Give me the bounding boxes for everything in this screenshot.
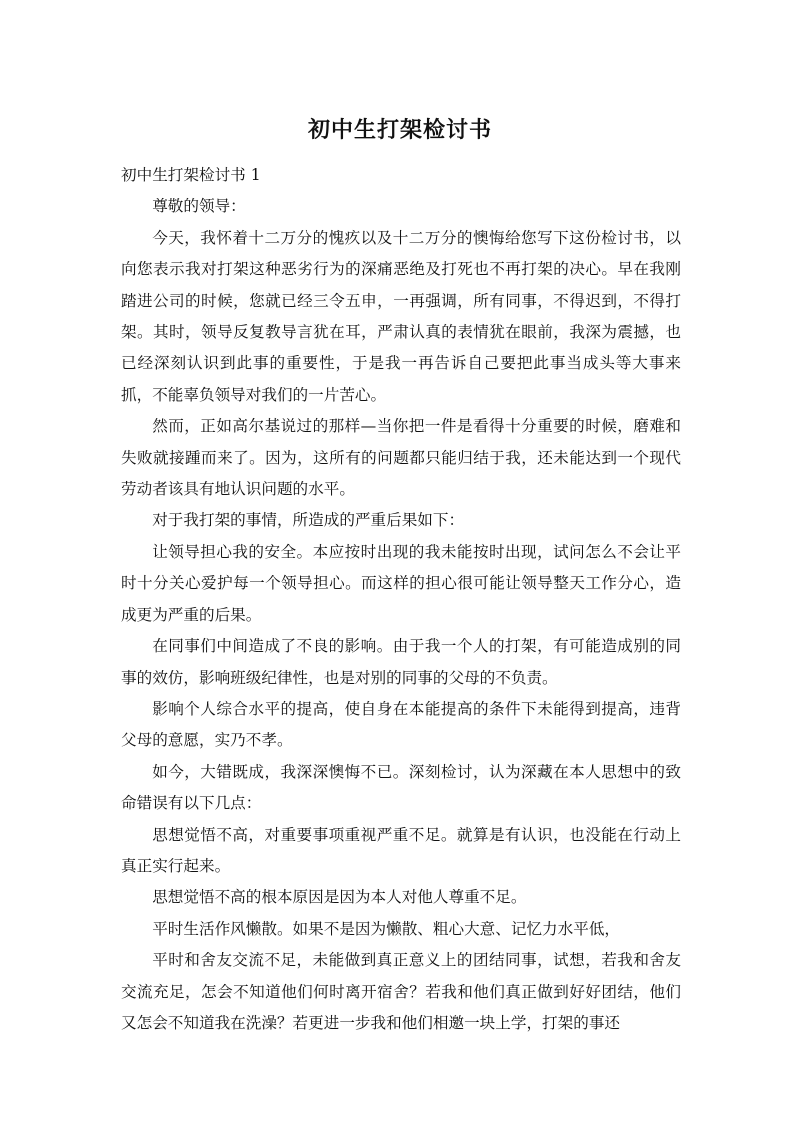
paragraph: 在同事们中间造成了不良的影响。由于我一个人的打架，有可能造成别的同事的效仿，影响班级纪律性，也是对别的同事的父母的不负责。 — [121, 637, 681, 687]
document-subtitle: 初中生打架检讨书 1 — [121, 166, 261, 184]
paragraph: 影响个人综合水平的提高，使自身在本能提高的条件下未能得到提高，违背父母的意愿，实乃不孝。 — [121, 699, 681, 750]
paragraph: 对于我打架的事情，所造成的严重后果如下： — [152, 511, 465, 530]
paragraph: 思想觉悟不高的根本原因是因为本人对他人尊重不足。 — [152, 888, 527, 907]
paragraph: 然而，正如高尔基说过的那样—当你把一件是看得十分重要的时候，磨难和失败就接踵而来了。因为，这所有的问题都只能归结于我，还未能达到一个现代劳动者该具有地认识问题的水平。 — [121, 417, 681, 499]
paragraph: 如今，大错既成，我深深懊悔不已。深刻检讨，认为深藏在本人思想中的致命错误有以下几点： — [121, 762, 681, 813]
paragraph: 平时生活作风懒散。如果不是因为懒散、粗心大意、记忆力水平低， — [152, 919, 621, 938]
paragraph: 思想觉悟不高，对重要事项重视严重不足。就算是有认识，也没能在行动上真正实行起来。 — [121, 825, 681, 875]
document-body — [121, 160, 681, 1039]
document-title: 初中生打架检讨书 — [307, 118, 492, 143]
salutation: 尊敬的领导： — [152, 197, 246, 216]
paragraph: 平时和舍友交流不足，未能做到真正意义上的团结同事，试想，若我和舍友交流充足，怎会不知道他们何时离开宿舍？若我和他们真正做到好好团结，他们又怎会不知道我在洗澡？若更进一步我和他们相邀一块上学，打架的事还 — [121, 951, 681, 1032]
paragraph: 今天，我怀着十二万分的愧疚以及十二万分的懊悔给您写下这份检讨书，以向您表示我对打架这种恶劣行为的深痛恶绝及打死也不再打架的决心。早在我刚踏进公司的时候，您就已经三令五申，一再强调，所有同事，不得迟到，不得打架。其时，领导反复教导言犹在耳，严肃认真的表情犹在眼前，我深为震撼，也已经深刻认识到此事的重要性，于是我一再告诉自己要把此事当成头等大事来抓，不能辜负领导对我们的一片苦心。 — [121, 228, 681, 404]
paragraph: 让领导担心我的安全。本应按时出现的我未能按时出现，试问怎么不会让平时十分关心爱护每一个领导担心。而这样的担心很可能让领导整天工作分心，造成更为严重的后果。 — [121, 542, 681, 624]
